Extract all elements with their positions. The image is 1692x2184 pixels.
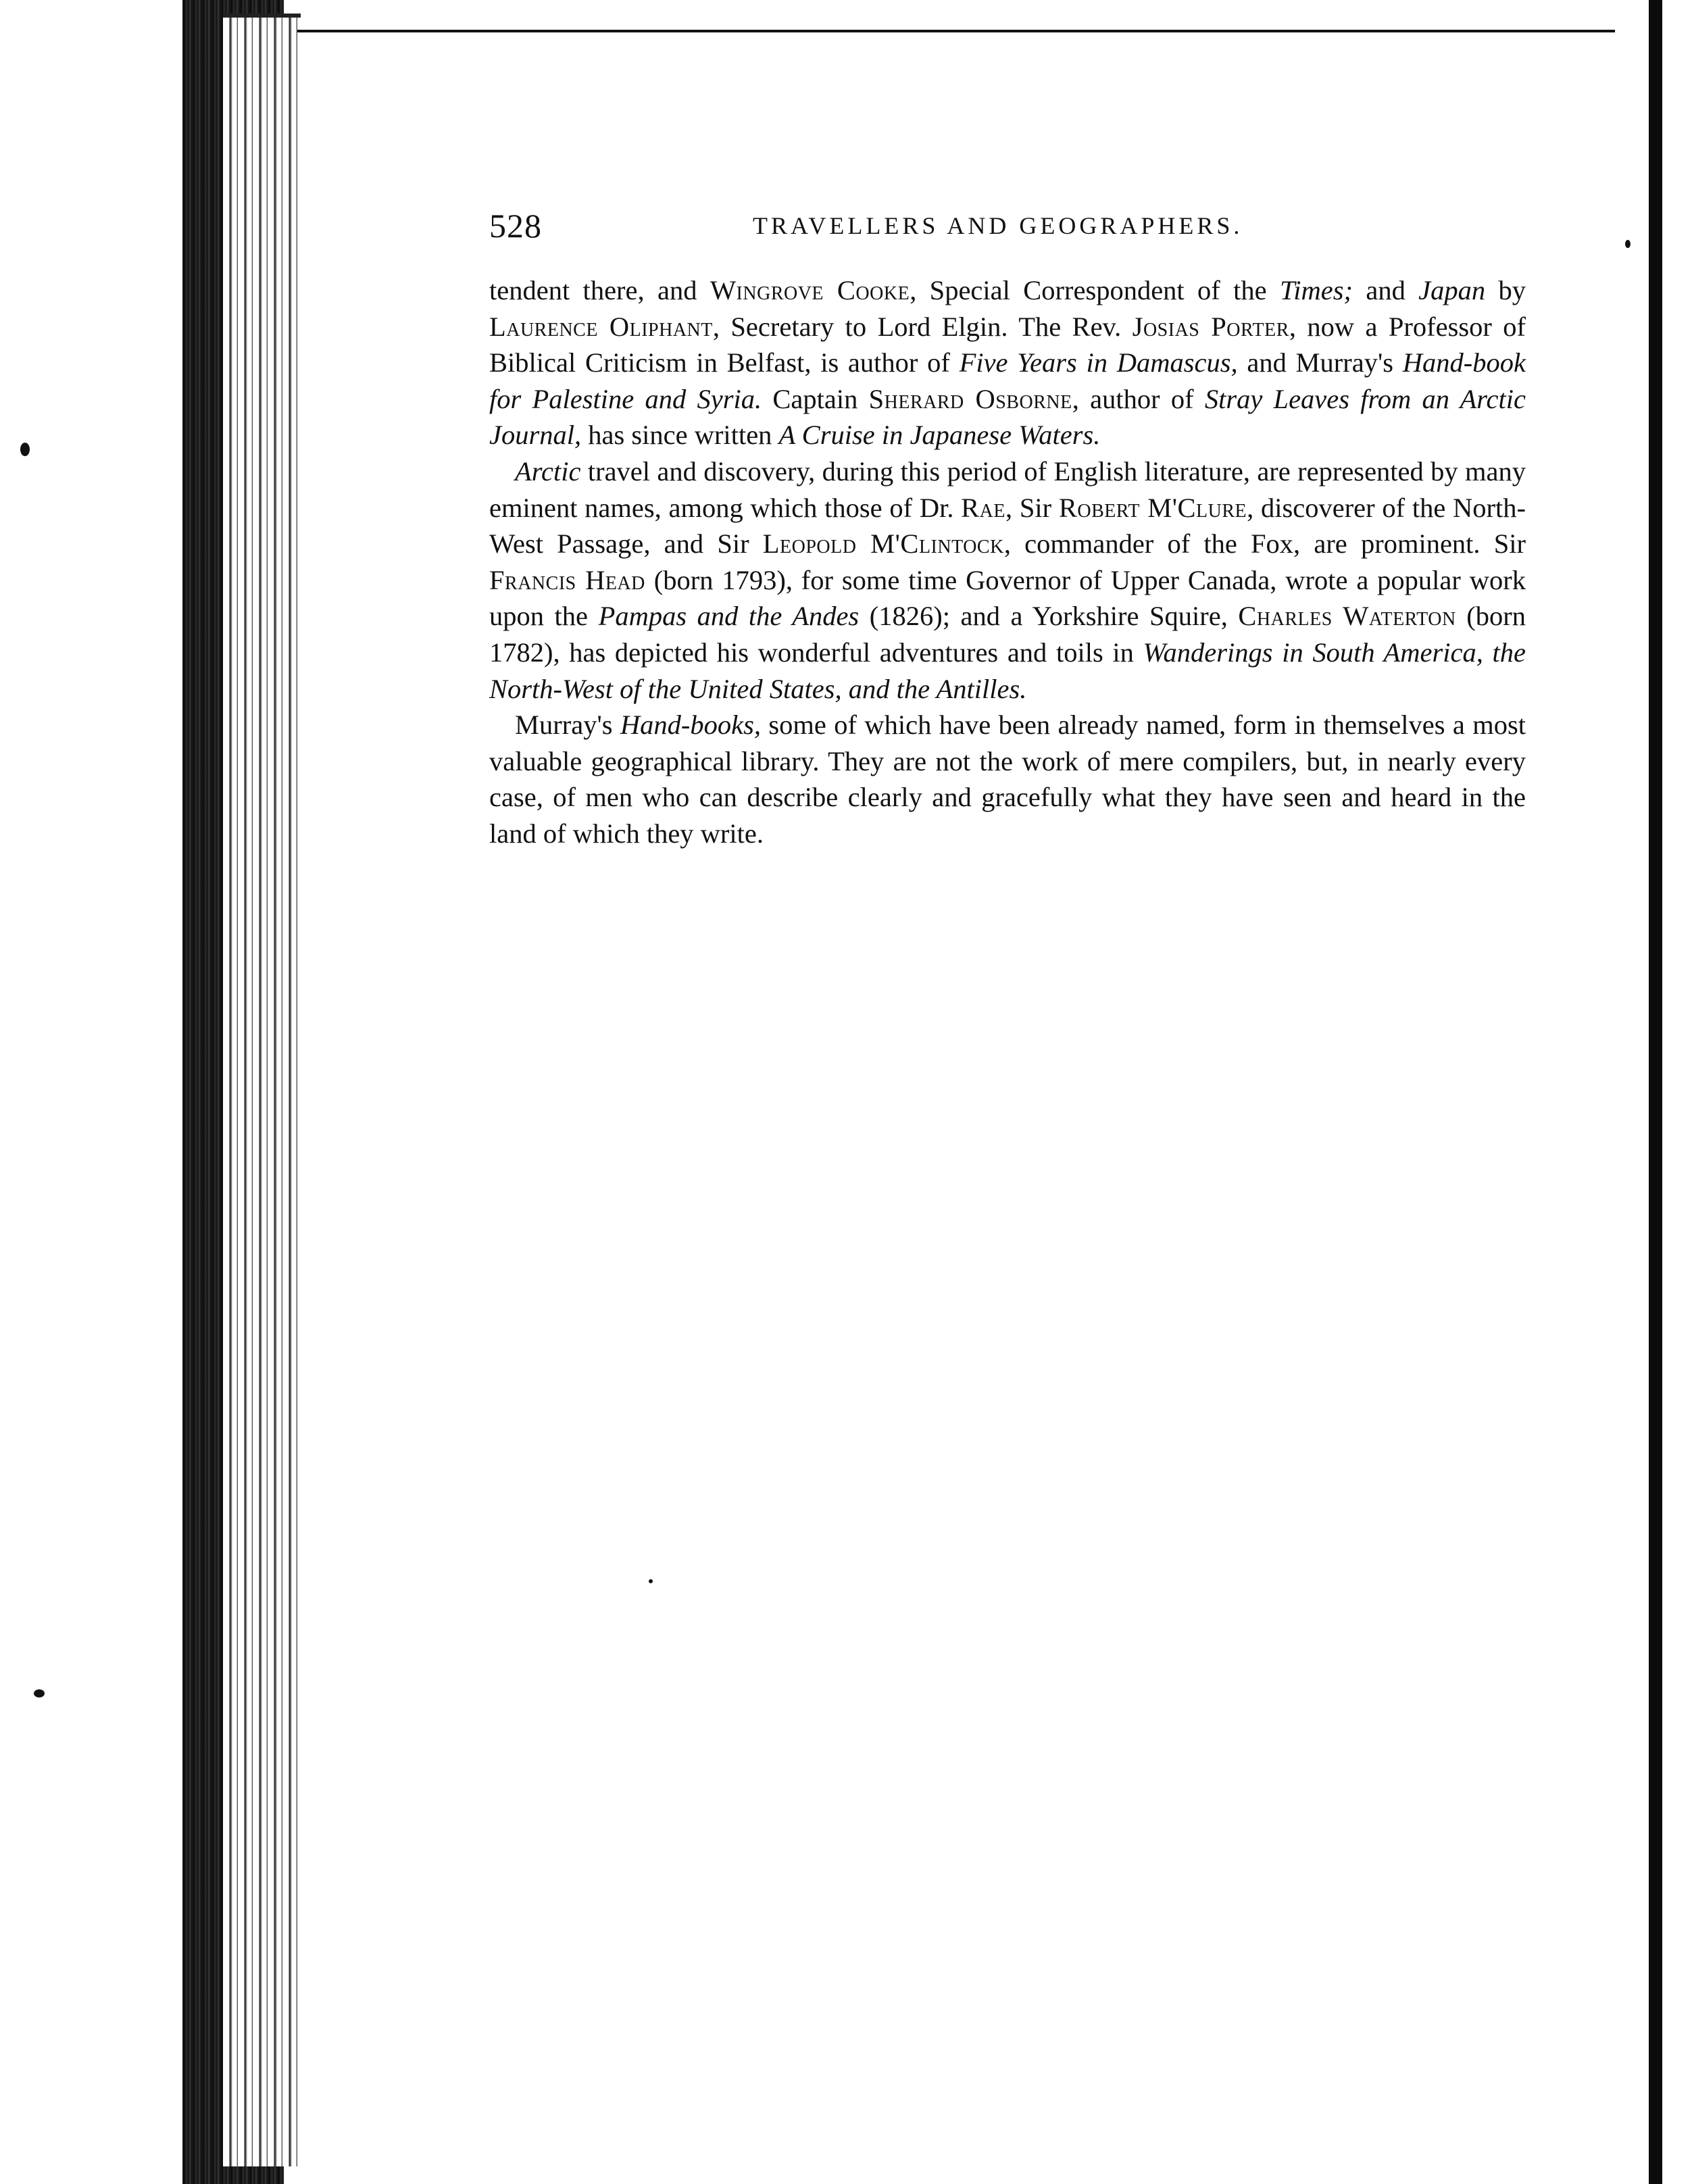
- name-small-caps: Sherard Osborne: [868, 383, 1072, 414]
- text-run: , now a Professor of Biblical Criticism in Belfast, is author of: [489, 311, 1526, 378]
- paragraph: [489, 272, 1526, 453]
- name-small-caps: Charles Waterton: [1238, 601, 1456, 632]
- text-run: tendent there, and: [489, 275, 710, 305]
- title-italic: Arctic: [515, 455, 581, 487]
- paragraph: [489, 453, 1526, 707]
- name-small-caps: Leopold M'Clintock: [762, 528, 1004, 560]
- title-italic: Times;: [1279, 275, 1353, 305]
- text-run: (born 1793), for some time Governor of Upper Canada, wrote a popular work upon the: [489, 564, 1526, 632]
- title-italic: Five Years in Damascus,: [959, 347, 1238, 378]
- scan-speck: [1625, 240, 1631, 248]
- text-run: (born 1782), has depicted his wonderful adventures and toils in: [489, 601, 1526, 668]
- text-run: (1826); and a Yorkshire Squire,: [859, 601, 1239, 632]
- title-italic: A Cruise in Japanese Waters.: [778, 420, 1101, 451]
- text-run: , commander of the Fox, are prominent. Sir: [1003, 528, 1526, 560]
- title-italic: Japan: [1418, 275, 1486, 305]
- body-text: [489, 272, 1526, 852]
- text-run: , Secretary to Lord Elgin. The Rev.: [712, 311, 1133, 342]
- name-small-caps: Wingrove Cooke: [710, 275, 910, 305]
- scan-speck: [649, 1579, 653, 1583]
- text-run: , Sir: [1005, 492, 1059, 523]
- text-run: by: [1485, 275, 1526, 305]
- page-header: [489, 206, 1526, 247]
- text-run: Captain: [762, 383, 869, 414]
- title-italic: Pampas and the Andes: [598, 601, 860, 632]
- page-edges: [223, 14, 301, 2166]
- scan-speck: [34, 1689, 45, 1697]
- facing-page-shadow: [1649, 0, 1662, 2184]
- text-run: has since written: [581, 420, 779, 451]
- text-run: some of which have been already named, form in themselves a most valuable geographical library. They are not the work of mere compilers, but, in nearly every case, of men who can describe clearly and gracefully what they have seen and heard in the land of which they write.: [489, 710, 1526, 849]
- text-run: and: [1352, 275, 1419, 305]
- name-small-caps: Francis Head: [489, 564, 645, 595]
- name-small-caps: Laurence Oliphant: [489, 311, 713, 342]
- text-run: Murray's: [515, 710, 620, 741]
- title-italic: Stray Leaves from an Arctic Journal,: [489, 383, 1526, 451]
- paragraph: [489, 707, 1526, 851]
- name-small-caps: Robert M'Clure: [1058, 492, 1247, 523]
- text-run: and Murray's: [1237, 347, 1403, 378]
- text-run: , discoverer of the North-West Passage, and Sir: [489, 492, 1526, 560]
- text-run: , Special Correspondent of the: [910, 275, 1280, 305]
- page-number: 528: [489, 207, 542, 245]
- name-small-caps: Josias Porter: [1132, 311, 1289, 342]
- running-head: TRAVELLERS AND GEOGRAPHERS.: [753, 212, 1243, 239]
- title-italic: Wanderings in South America, the North-West of the United States, and the Antilles.: [489, 637, 1526, 704]
- title-italic: Hand-books,: [620, 710, 762, 741]
- title-italic: Hand-book for Palestine and Syria.: [489, 347, 1526, 414]
- text-run: travel and discovery, during this period of English literature, are represented by many eminent names, among which those of Dr.: [489, 455, 1526, 523]
- name-small-caps: Rae: [961, 492, 1006, 523]
- scan-speck: [20, 443, 30, 456]
- text-run: , author of: [1072, 383, 1205, 414]
